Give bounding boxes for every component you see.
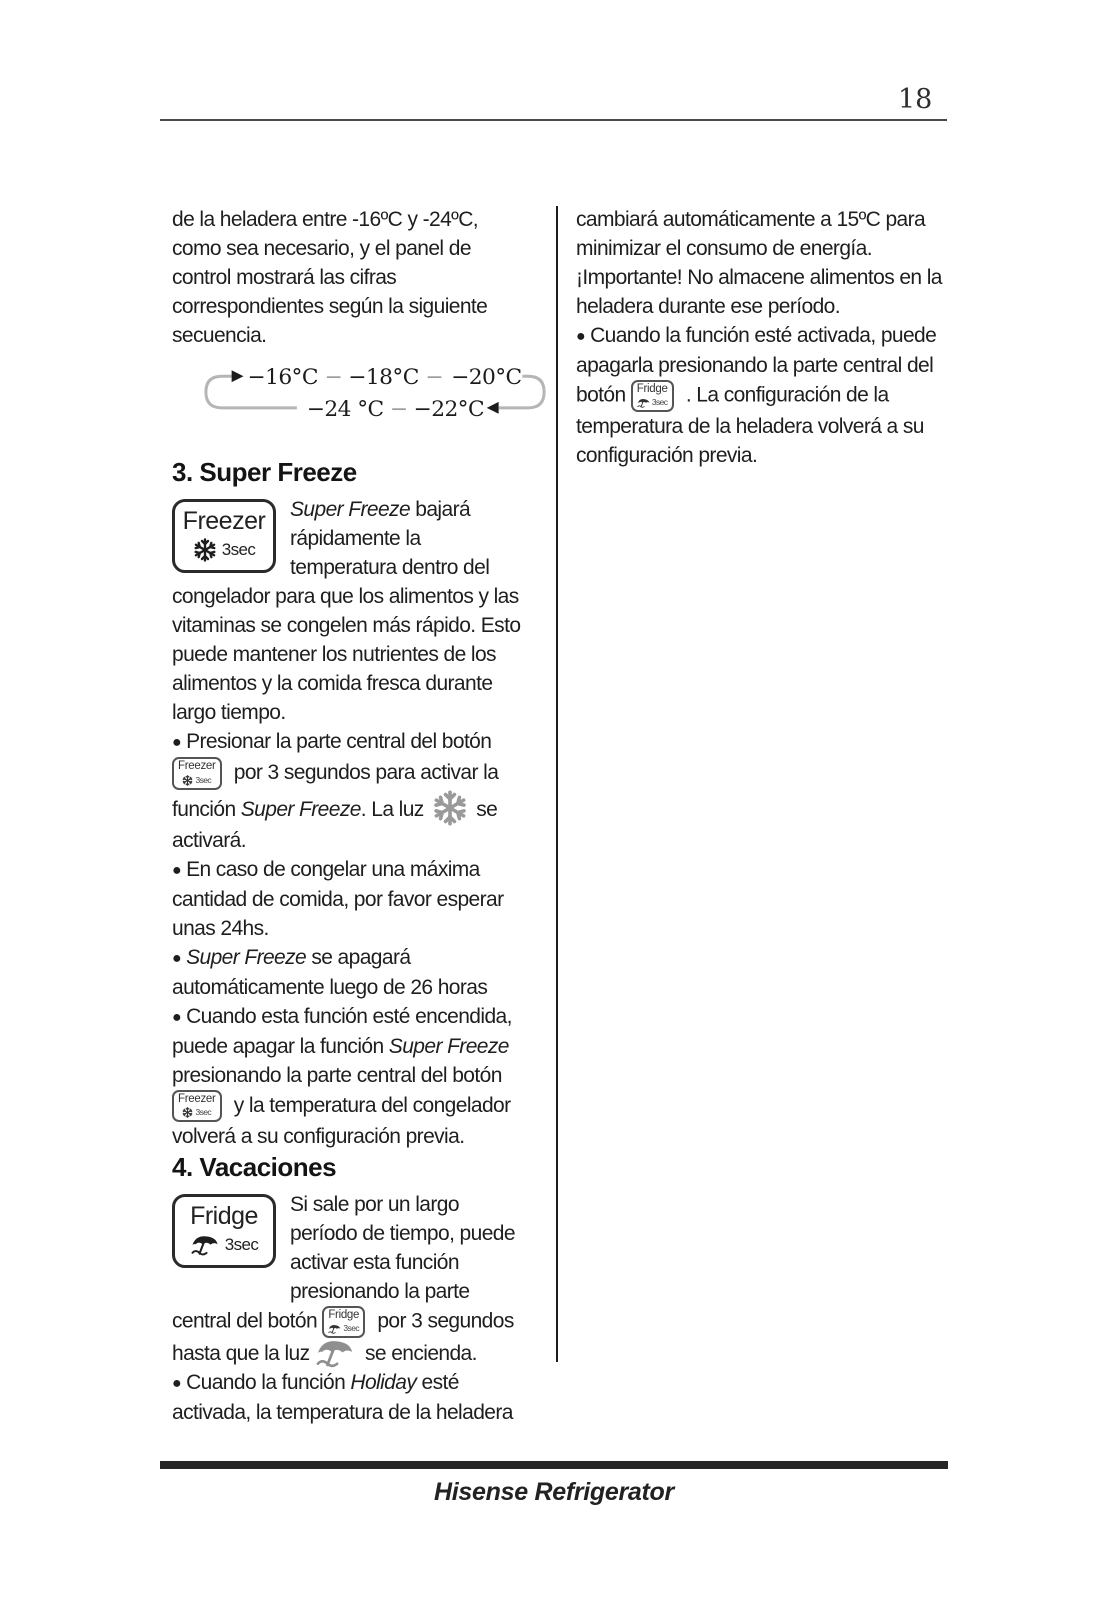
fridge-button-illustration	[172, 1194, 276, 1268]
snowflake-icon	[193, 538, 217, 562]
fridge-button-sub	[190, 1230, 259, 1259]
bullet-item-holiday-active	[172, 1368, 530, 1427]
bullet-icon: ●	[576, 328, 586, 345]
beach-umbrella-icon	[328, 1324, 341, 1334]
italic-term: Super Freeze	[186, 945, 307, 969]
header-rule	[160, 119, 947, 121]
snowflake-icon	[182, 775, 193, 786]
bullet-text: Cuando esta función esté encendida, puede apagar la función	[172, 1004, 512, 1058]
bullet-text: presionando la parte central del botón	[172, 1063, 502, 1087]
bullet-text: esté activada, la temperatura de la heladera	[172, 1370, 513, 1424]
dash-separator: −	[324, 365, 343, 391]
temperature-cycle-svg	[198, 358, 554, 434]
intro-paragraph: de la heladera entre -16ºC y -24ºC, como sea necesario, y el panel de control mostrará las cifras correspondientes según la siguiente secuencia.	[172, 208, 488, 347]
bullet-item-deactivate-holiday	[576, 321, 952, 470]
dash-separator: −	[389, 396, 408, 422]
right-column	[576, 205, 952, 470]
bullet-text: Presionar la parte central del botón	[186, 730, 492, 753]
temp-value: −18°C	[348, 365, 419, 391]
vacaciones-block	[172, 1190, 530, 1368]
beach-umbrella-icon	[637, 398, 650, 408]
italic-term: Holiday	[350, 1370, 417, 1394]
arrow-right-icon	[232, 370, 244, 382]
bullet-text: En caso de congelar una máxima cantidad de comida, por favor esperar unas 24hs.	[172, 857, 504, 940]
bullet-text: se apagará automáticamente luego de 26 horas	[172, 945, 488, 999]
fridge-button-label: Fridge	[190, 1202, 258, 1230]
bullet-item-press-button	[172, 727, 530, 855]
freezer-button-illustration	[172, 499, 276, 573]
freezer-button-sub	[193, 535, 256, 564]
bullet-text: se activará.	[172, 797, 498, 852]
section-heading-vacaciones: 4. Vacaciones	[172, 1152, 337, 1182]
fridge-button-inline	[631, 380, 674, 412]
bullet-text: por 3 segundos para activar la función	[172, 760, 499, 821]
holiday-continuation-paragraph: cambiará automáticamente a 15ºC para minimizar el consumo de energía. ¡Importante! No almacene alimentos en la heladera durante ese período.	[576, 208, 942, 318]
italic-term: Super Freeze	[290, 498, 411, 521]
arrow-left-icon	[487, 402, 499, 414]
left-column	[172, 205, 530, 1427]
footer-rule	[160, 1461, 948, 1469]
fridge-button-label-small: Fridge	[328, 1309, 360, 1321]
temp-value: −16°C	[247, 365, 318, 391]
italic-term: Super Freeze	[240, 797, 361, 821]
holiday-indicator-icon	[315, 1338, 355, 1368]
freezer-button-label-small: Freezer	[178, 760, 216, 772]
super-freeze-indicator-icon	[432, 790, 468, 826]
hold-duration: 3sec	[221, 540, 256, 559]
bullet-icon: ●	[172, 734, 182, 751]
freezer-button-inline	[172, 757, 222, 790]
bullet-icon: ●	[172, 1008, 182, 1026]
hold-duration-small: 3sec	[195, 774, 212, 785]
temp-value: −24 °C	[306, 396, 384, 422]
section-heading-super-freeze: 3. Super Freeze	[172, 457, 357, 487]
fridge-button-inline	[322, 1306, 365, 1338]
italic-term: Super Freeze	[388, 1034, 509, 1058]
freezer-button-label: Freezer	[182, 507, 266, 535]
bullet-icon: ●	[172, 949, 182, 967]
temp-value: −20°C	[451, 365, 522, 391]
page-number: 18	[898, 84, 933, 115]
beach-umbrella-icon	[190, 1234, 220, 1256]
description-text: bajará rápidamente la temperatura dentro del congelador para que los alimentos y las vitaminas se congelen más rápido. Esto puede mantener los nutrientes de los alimentos y la comida fresca durante largo tiempo.	[172, 498, 521, 724]
bullet-text: Cuando la función	[186, 1370, 351, 1394]
hold-duration: 3sec	[224, 1235, 259, 1254]
bullet-item-max-food	[172, 855, 530, 943]
bullet-text: y la temperatura del congelador volverá a su configuración previa.	[172, 1093, 511, 1148]
footer-brand: Hisense Refrigerator	[434, 1478, 674, 1506]
temperature-sequence-diagram	[198, 358, 530, 442]
temp-value: −22°C	[413, 396, 485, 422]
hold-duration-small: 3sec	[195, 1107, 212, 1118]
fridge-button-label-small: Fridge	[636, 383, 668, 395]
description-text: por 3 segundos hasta que la luz	[172, 1309, 514, 1365]
bullet-item-auto-off	[172, 943, 530, 1002]
description-text: se encienda.	[359, 1341, 477, 1365]
freezer-button-label-small: Freezer	[178, 1092, 216, 1105]
dash-separator: −	[425, 365, 444, 391]
bullet-icon: ●	[172, 1374, 182, 1392]
hold-duration-small: 3sec	[651, 397, 668, 408]
description-text: Si sale por un largo período de tiempo, puede activar esta función presionando la parte central del botón	[172, 1193, 515, 1333]
bullet-icon: ●	[172, 861, 182, 879]
bullet-text: . La luz	[360, 797, 429, 821]
super-freeze-block	[172, 495, 530, 727]
freezer-button-inline	[172, 1090, 222, 1123]
column-divider	[556, 206, 558, 1362]
hold-duration-small: 3sec	[343, 1323, 359, 1334]
bullet-item-turn-off	[172, 1002, 530, 1152]
bullet-text: . La configuración de la temperatura de la heladera volverá a su configuración previa.	[576, 383, 924, 467]
bullet-text: Cuando la función esté activada, puede apagarla presionando la parte central del botón	[576, 324, 937, 407]
snowflake-icon	[182, 1107, 193, 1118]
